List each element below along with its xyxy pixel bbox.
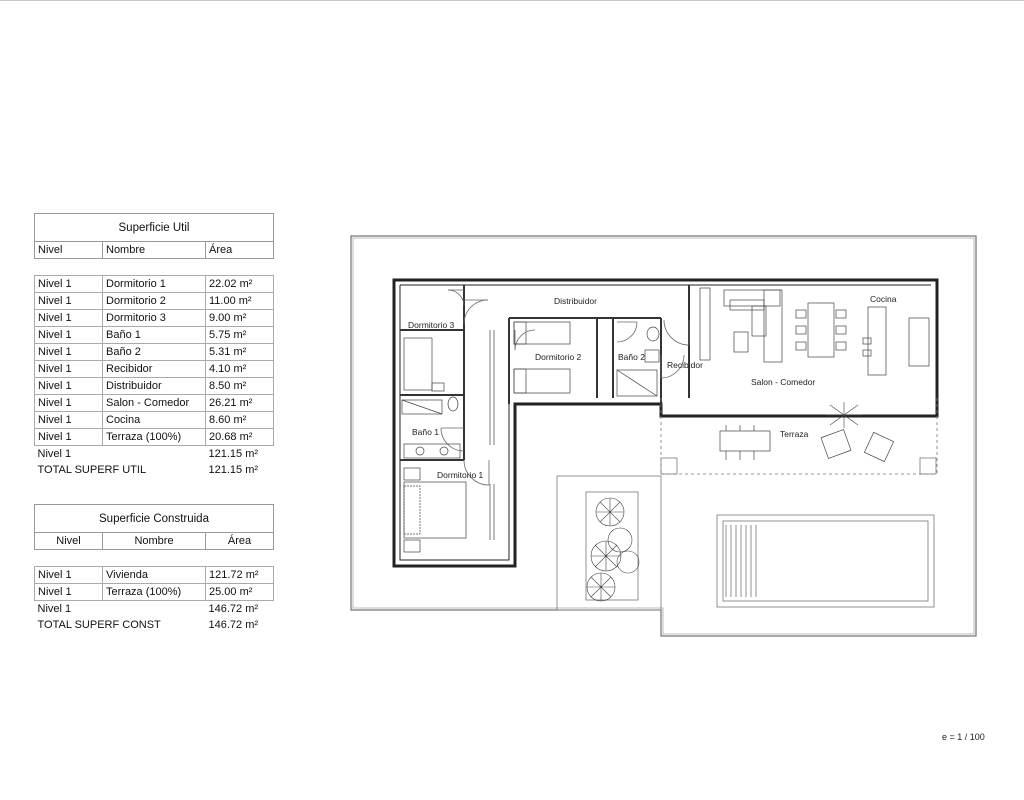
table-row [35,567,274,584]
cell-area: 5.31 m² [206,344,274,361]
subtotal-label: Nivel 1 [37,448,72,460]
column-header: Área [206,533,274,550]
table-row [35,361,274,378]
table-row [35,395,274,412]
cell-area: 121.72 m² [206,567,274,584]
cell-nombre: Recibidor [103,361,206,378]
cell-nivel: Nivel 1 [35,276,103,293]
table-row [35,310,274,327]
label-dormitorio-2: Dormitorio 2 [535,352,582,362]
floor-plan [345,230,985,645]
label-terraza: Terraza [780,429,809,439]
cell-nombre: Baño 1 [103,327,206,344]
total-row [35,617,274,633]
table-header-row [35,242,274,259]
table-title: Superficie Construida [35,505,274,533]
pool [717,515,934,607]
total-value: 146.72 m² [208,619,259,631]
cell-nivel: Nivel 1 [35,584,103,601]
plants [587,402,862,601]
label-dormitorio-1: Dormitorio 1 [437,470,484,480]
label-cocina: Cocina [870,294,897,304]
cell-nombre: Dormitorio 3 [103,310,206,327]
cell-nivel: Nivel 1 [35,395,103,412]
cell-nivel: Nivel 1 [35,429,103,446]
column-header: Nombre [103,533,206,550]
cell-area: 5.75 m² [206,327,274,344]
column-header: Nivel [35,533,103,550]
cell-nombre: Distribuidor [103,378,206,395]
cell-nombre: Vivienda [103,567,206,584]
subtotal-label: Nivel 1 [37,603,72,615]
cell-nivel: Nivel 1 [35,293,103,310]
cell-nombre: Dormitorio 1 [103,276,206,293]
table-row [35,412,274,429]
cell-area: 9.00 m² [206,310,274,327]
cell-nombre: Terraza (100%) [103,429,206,446]
table-row [35,276,274,293]
cell-nivel: Nivel 1 [35,567,103,584]
label-distribuidor: Distribuidor [554,296,597,306]
total-label: TOTAL SUPERF UTIL [37,464,147,476]
cell-area: 11.00 m² [206,293,274,310]
label-dormitorio-3: Dormitorio 3 [408,320,455,330]
cell-nivel: Nivel 1 [35,361,103,378]
column-header: Nombre [103,242,206,259]
sheet-top-border [0,0,1024,1]
table-row [35,344,274,361]
cell-nombre: Cocina [103,412,206,429]
column-header: Área [206,242,274,259]
door-swings [441,290,689,485]
subtotal-row [35,446,274,463]
label-salon-comedor: Salon - Comedor [751,377,816,387]
cell-area: 4.10 m² [206,361,274,378]
table-header-row [35,533,274,550]
table-row [35,293,274,310]
cell-area: 8.50 m² [206,378,274,395]
cell-area: 22.02 m² [206,276,274,293]
subtotal-value: 146.72 m² [208,603,259,615]
cell-nombre: Baño 2 [103,344,206,361]
subtotal-row [35,601,274,618]
table-title: Superficie Util [35,214,274,242]
cell-area: 25.00 m² [206,584,274,601]
cell-nivel: Nivel 1 [35,412,103,429]
cell-area: 26.21 m² [206,395,274,412]
table-row [35,584,274,601]
total-label: TOTAL SUPERF CONST [37,619,161,631]
table-row [35,327,274,344]
cell-area: 8.60 m² [206,412,274,429]
cell-nivel: Nivel 1 [35,327,103,344]
label-recibidor: Recibidor [667,360,703,370]
subtotal-value: 121.15 m² [208,448,259,460]
cell-nivel: Nivel 1 [35,378,103,395]
label-bano-1: Baño 1 [412,427,439,437]
cell-nombre: Dormitorio 2 [103,293,206,310]
table-row [35,429,274,446]
cell-nombre: Terraza (100%) [103,584,206,601]
superficie-construida-table [34,504,274,633]
cell-nombre: Salon - Comedor [103,395,206,412]
cell-nivel: Nivel 1 [35,310,103,327]
label-bano-2: Baño 2 [618,352,645,362]
total-value: 121.15 m² [208,464,259,476]
interior-walls [400,285,689,460]
cell-area: 20.68 m² [206,429,274,446]
total-row [35,462,274,478]
cell-nivel: Nivel 1 [35,344,103,361]
column-header: Nivel [35,242,103,259]
table-row [35,378,274,395]
superficie-util-table [34,213,274,478]
scale-label: e = 1 / 100 [942,732,985,742]
